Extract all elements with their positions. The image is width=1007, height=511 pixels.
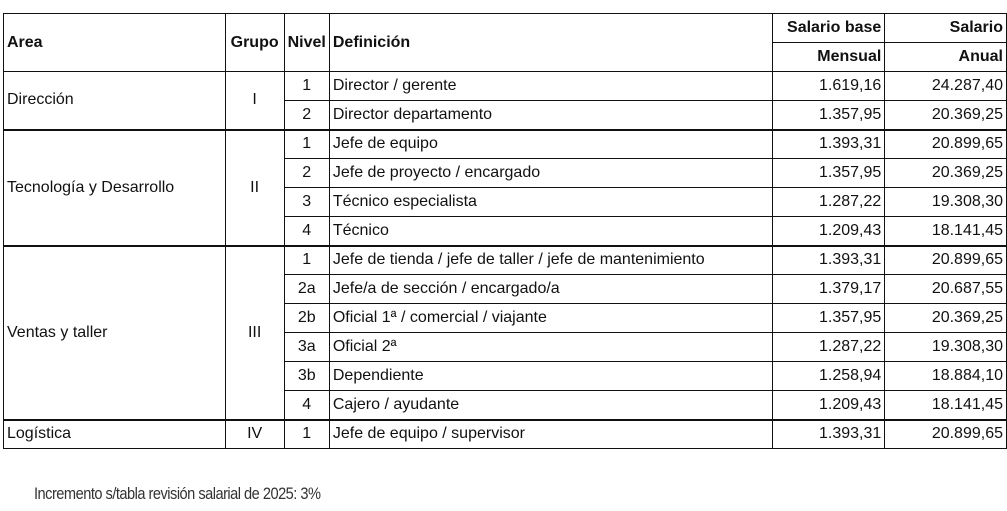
anual-cell: 20.899,65 [885,420,1007,449]
definicion-cell: Cajero / ayudante [329,391,773,420]
header-nivel: Nivel [284,14,329,72]
anual-cell: 20.899,65 [885,130,1007,159]
mensual-cell: 1.393,31 [773,420,885,449]
mensual-cell: 1.209,43 [773,391,885,420]
area-cell: Ventas y taller [4,246,226,420]
grupo-cell: III [225,246,284,420]
anual-cell: 20.899,65 [885,246,1007,275]
nivel-cell: 2 [284,159,329,188]
area-cell: Logística [4,420,226,449]
anual-cell: 18.141,45 [885,391,1007,420]
mensual-cell: 1.393,31 [773,130,885,159]
header-salario-base: Salario base [773,14,885,43]
header-anual: Anual [885,43,1007,72]
definicion-cell: Director departamento [329,101,773,130]
mensual-cell: 1.619,16 [773,72,885,101]
salary-table [3,13,1007,449]
definicion-cell: Jefe/a de sección / encargado/a [329,275,773,304]
header-area: Area [4,14,226,72]
footnote: Incremento s/tabla revisión salarial de 2025: 3% [34,484,321,503]
anual-cell: 20.687,55 [885,275,1007,304]
anual-cell: 20.369,25 [885,101,1007,130]
table-row [4,130,1007,159]
nivel-cell: 4 [284,391,329,420]
area-cell: Dirección [4,72,226,130]
definicion-cell: Jefe de proyecto / encargado [329,159,773,188]
grupo-cell: IV [225,420,284,449]
anual-cell: 24.287,40 [885,72,1007,101]
table-row [4,420,1007,449]
anual-cell: 20.369,25 [885,304,1007,333]
nivel-cell: 1 [284,72,329,101]
grupo-cell: I [225,72,284,130]
definicion-cell: Jefe de tienda / jefe de taller / jefe de mantenimiento [329,246,773,275]
mensual-cell: 1.357,95 [773,304,885,333]
definicion-cell: Dependiente [329,362,773,391]
nivel-cell: 1 [284,246,329,275]
header-definicion: Definición [329,14,773,72]
anual-cell: 18.884,10 [885,362,1007,391]
mensual-cell: 1.258,94 [773,362,885,391]
header-mensual: Mensual [773,43,885,72]
mensual-cell: 1.209,43 [773,217,885,246]
mensual-cell: 1.393,31 [773,246,885,275]
anual-cell: 19.308,30 [885,333,1007,362]
definicion-cell: Director / gerente [329,72,773,101]
definicion-cell: Jefe de equipo [329,130,773,159]
nivel-cell: 2a [284,275,329,304]
definicion-cell: Técnico [329,217,773,246]
table-header [4,14,1007,72]
mensual-cell: 1.287,22 [773,188,885,217]
grupo-cell: II [225,130,284,246]
mensual-cell: 1.287,22 [773,333,885,362]
table-body [4,72,1007,449]
nivel-cell: 2b [284,304,329,333]
mensual-cell: 1.357,95 [773,159,885,188]
anual-cell: 19.308,30 [885,188,1007,217]
nivel-cell: 3b [284,362,329,391]
nivel-cell: 2 [284,101,329,130]
table-row [4,72,1007,101]
header-grupo: Grupo [225,14,284,72]
nivel-cell: 4 [284,217,329,246]
mensual-cell: 1.357,95 [773,101,885,130]
nivel-cell: 1 [284,420,329,449]
definicion-cell: Oficial 2ª [329,333,773,362]
mensual-cell: 1.379,17 [773,275,885,304]
area-cell: Tecnología y Desarrollo [4,130,226,246]
definicion-cell: Técnico especialista [329,188,773,217]
anual-cell: 20.369,25 [885,159,1007,188]
definicion-cell: Jefe de equipo / supervisor [329,420,773,449]
nivel-cell: 3 [284,188,329,217]
nivel-cell: 3a [284,333,329,362]
nivel-cell: 1 [284,130,329,159]
header-salario: Salario [885,14,1007,43]
table-row [4,246,1007,275]
anual-cell: 18.141,45 [885,217,1007,246]
definicion-cell: Oficial 1ª / comercial / viajante [329,304,773,333]
